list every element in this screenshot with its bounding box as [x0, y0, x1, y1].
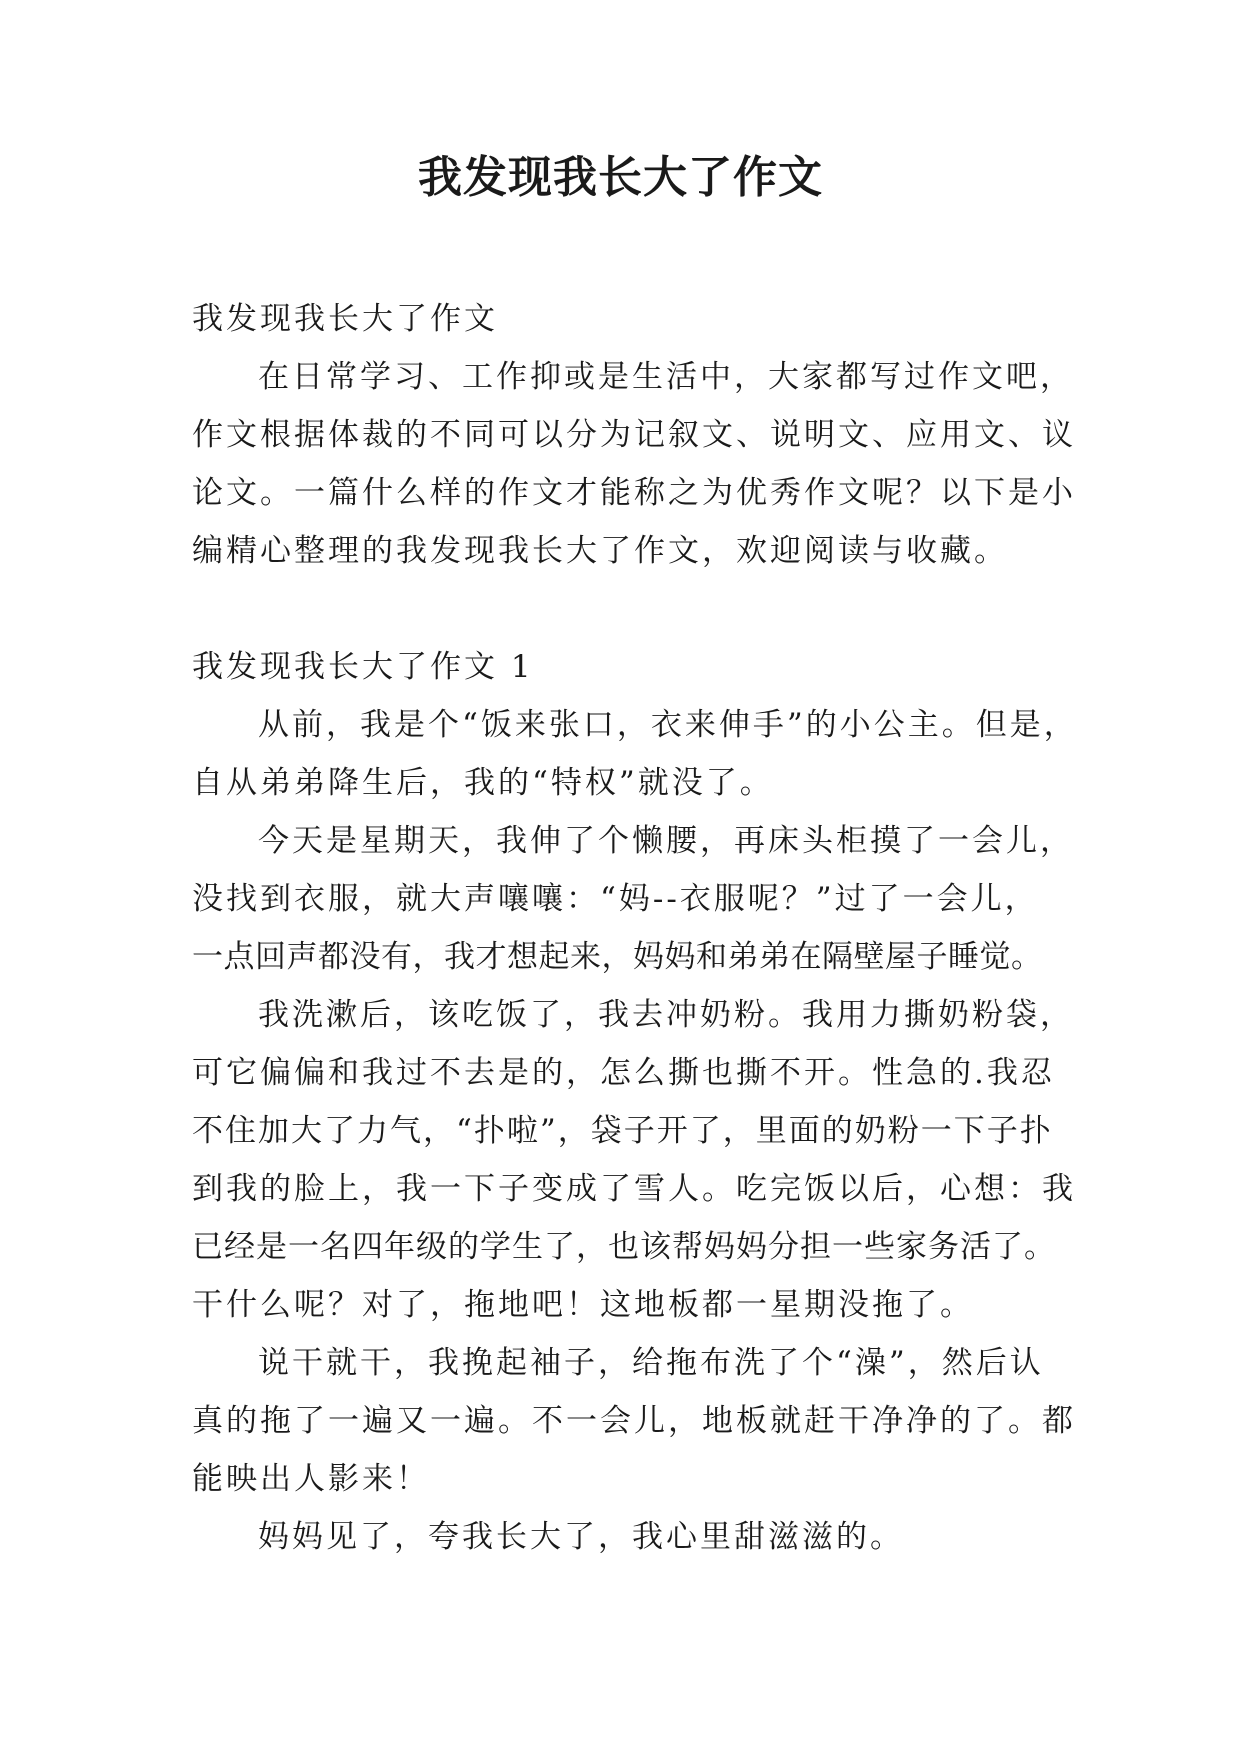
paragraph-line: 干什么呢？对了，拖地吧！这地板都一星期没拖了。 — [192, 1287, 974, 1323]
body-paragraph — [192, 1508, 1057, 1566]
paragraph-line: 真的拖了一遍又一遍。不一会儿，地板就赶干净净的了。都 — [192, 1403, 1076, 1439]
paragraph-line: 能映出人影来！ — [192, 1461, 430, 1497]
paragraph-line: 可它偏偏和我过不去是的，怎么撕也撕不开。性急的.我忍 — [192, 1055, 1055, 1091]
body-paragraph — [192, 1334, 1076, 1508]
intro-paragraph — [192, 348, 1076, 580]
paragraph-line: 妈妈见了，夸我长大了，我心里甜滋滋的。 — [258, 1519, 904, 1555]
paragraph-line: 编精心整理的我发现我长大了作文，欢迎阅读与收藏。 — [192, 533, 1008, 569]
paragraph-line: 到我的脸上，我一下子变成了雪人。吃完饭以后，心想：我 — [192, 1171, 1076, 1207]
document-body — [192, 290, 1078, 1566]
paragraph-line: 已经是一名四年级的学生了，也该帮妈妈分担一些家务活了。 — [192, 1229, 1056, 1265]
section-spacer — [192, 580, 1057, 638]
paragraph-line: 我洗漱后，该吃饭了，我去冲奶粉。我用力撕奶粉袋， — [258, 997, 1074, 1033]
paragraph-line: 作文根据体裁的不同可以分为记叙文、说明文、应用文、议 — [192, 417, 1076, 453]
subtitle: 我发现我长大了作文 — [192, 301, 498, 337]
document-title: 我发现我长大了作文 — [418, 152, 823, 203]
paragraph-line: 一点回声都没有，我才想起来，妈妈和弟弟在隔壁屋子睡觉。 — [192, 939, 1043, 975]
paragraph-line: 不住加大了力气，“扑啦”，袋子开了，里面的奶粉一下子扑 — [192, 1113, 1053, 1149]
paragraph-line: 论文。一篇什么样的作文才能称之为优秀作文呢？以下是小 — [192, 475, 1076, 511]
paragraph-line: 从前，我是个“饭来张口，衣来伸手”的小公主。但是， — [258, 707, 1078, 743]
paragraph-line: 在日常学习、工作抑或是生活中，大家都写过作文吧， — [258, 359, 1074, 395]
paragraph-line: 今天是星期天，我伸了个懒腰，再床头柜摸了一会儿， — [258, 823, 1074, 859]
paragraph-line: 说干就干，我挽起袖子，给拖布洗了个“澡”，然后认 — [258, 1345, 1044, 1381]
body-paragraph — [192, 986, 1076, 1334]
body-paragraph — [192, 696, 1078, 812]
body-paragraph — [192, 812, 1074, 986]
paragraph-line: 自从弟弟降生后，我的“特权”就没了。 — [192, 765, 774, 801]
section-heading: 我发现我长大了作文 1 — [192, 649, 534, 685]
paragraph-line: 没找到衣服，就大声嚷嚷：“妈--衣服呢？”过了一会儿， — [192, 881, 1039, 917]
